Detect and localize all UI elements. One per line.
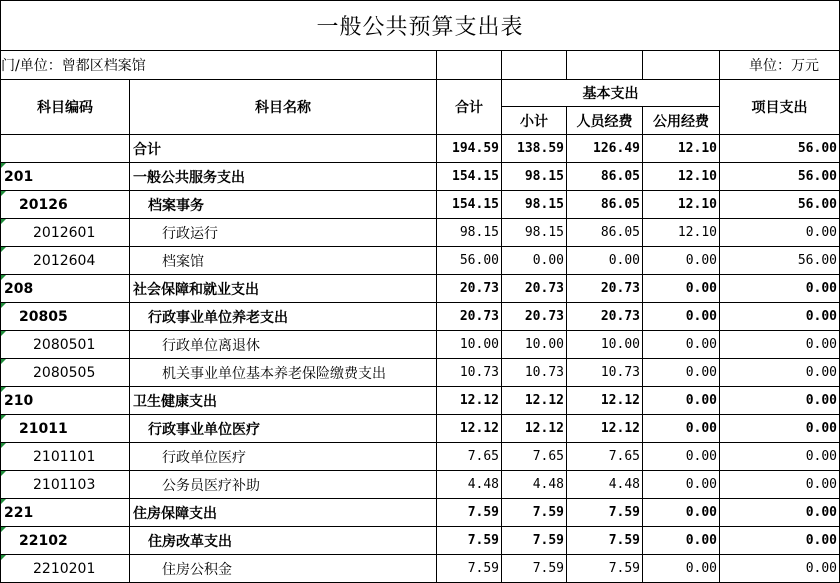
row-personnel: 7.59 — [567, 555, 643, 583]
row-total: 154.15 — [437, 163, 502, 191]
row-subtotal: 98.15 — [502, 219, 567, 247]
row-personnel: 4.48 — [567, 471, 643, 499]
cell-marker-icon — [1, 191, 6, 196]
row-code: 2080505 — [1, 359, 130, 387]
row-public: 0.00 — [643, 527, 720, 555]
table-row[interactable] — [1, 135, 840, 163]
row-personnel: 10.73 — [567, 359, 643, 387]
row-subtotal: 7.65 — [502, 443, 567, 471]
table-body — [1, 135, 840, 583]
row-personnel: 20.73 — [567, 275, 643, 303]
row-personnel: 86.05 — [567, 219, 643, 247]
row-name: 住房改革支出 — [130, 527, 437, 555]
row-subtotal: 12.12 — [502, 387, 567, 415]
row-total: 7.59 — [437, 555, 502, 583]
cell-marker-icon — [1, 331, 6, 336]
row-public: 0.00 — [643, 247, 720, 275]
row-subtotal: 12.12 — [502, 415, 567, 443]
row-personnel: 7.59 — [567, 527, 643, 555]
row-project: 56.00 — [720, 247, 840, 275]
row-total: 12.12 — [437, 387, 502, 415]
row-name: 住房公积金 — [130, 555, 437, 583]
row-public: 0.00 — [643, 275, 720, 303]
table-row[interactable] — [1, 247, 840, 275]
row-subtotal: 10.00 — [502, 331, 567, 359]
header-basic: 基本支出 — [502, 80, 720, 107]
row-project: 56.00 — [720, 135, 840, 163]
cell-marker-icon — [1, 275, 6, 280]
row-code: 20805 — [1, 303, 130, 331]
cell-marker-icon — [1, 471, 6, 476]
cell-marker-icon — [1, 527, 6, 532]
row-total: 194.59 — [437, 135, 502, 163]
row-name: 住房保障支出 — [130, 499, 437, 527]
row-name: 卫生健康支出 — [130, 387, 437, 415]
table-row[interactable] — [1, 275, 840, 303]
row-public: 12.10 — [643, 163, 720, 191]
row-public: 0.00 — [643, 331, 720, 359]
header-subtotal: 小计 — [502, 107, 567, 135]
row-total: 7.59 — [437, 499, 502, 527]
header-row-1 — [1, 80, 840, 107]
table-row[interactable] — [1, 191, 840, 219]
unit-blank-cell — [502, 51, 567, 80]
row-project: 0.00 — [720, 359, 840, 387]
row-code: 2101103 — [1, 471, 130, 499]
cell-marker-icon — [1, 303, 6, 308]
cell-marker-icon — [1, 443, 6, 448]
row-public: 0.00 — [643, 443, 720, 471]
row-subtotal: 4.48 — [502, 471, 567, 499]
unit-blank-cell — [567, 51, 643, 80]
row-subtotal: 98.15 — [502, 191, 567, 219]
budget-table — [0, 50, 840, 583]
table-row[interactable] — [1, 219, 840, 247]
row-total: 10.00 — [437, 331, 502, 359]
row-code: 2210201 — [1, 555, 130, 583]
row-total: 56.00 — [437, 247, 502, 275]
row-project: 0.00 — [720, 387, 840, 415]
row-subtotal: 7.59 — [502, 527, 567, 555]
row-personnel: 7.65 — [567, 443, 643, 471]
table-row[interactable] — [1, 471, 840, 499]
row-name: 社会保障和就业支出 — [130, 275, 437, 303]
row-personnel: 86.05 — [567, 163, 643, 191]
row-personnel: 0.00 — [567, 247, 643, 275]
unit-label: 单位：万元 — [720, 51, 840, 80]
cell-marker-icon — [1, 415, 6, 420]
row-personnel: 126.49 — [567, 135, 643, 163]
row-subtotal: 0.00 — [502, 247, 567, 275]
row-total: 7.59 — [437, 527, 502, 555]
row-project: 0.00 — [720, 303, 840, 331]
table-row[interactable] — [1, 499, 840, 527]
cell-marker-icon — [1, 219, 6, 224]
row-public: 0.00 — [643, 415, 720, 443]
table-row[interactable] — [1, 443, 840, 471]
row-code: 20126 — [1, 191, 130, 219]
row-project: 0.00 — [720, 415, 840, 443]
row-total: 20.73 — [437, 303, 502, 331]
row-project: 0.00 — [720, 331, 840, 359]
row-subtotal: 20.73 — [502, 303, 567, 331]
row-project: 0.00 — [720, 555, 840, 583]
row-personnel: 12.12 — [567, 415, 643, 443]
row-public: 0.00 — [643, 471, 720, 499]
cell-marker-icon — [1, 247, 6, 252]
row-personnel: 10.00 — [567, 331, 643, 359]
row-subtotal: 7.59 — [502, 499, 567, 527]
row-total: 12.12 — [437, 415, 502, 443]
row-subtotal: 98.15 — [502, 163, 567, 191]
row-code — [1, 135, 130, 163]
row-subtotal: 7.59 — [502, 555, 567, 583]
row-subtotal: 10.73 — [502, 359, 567, 387]
row-public: 12.10 — [643, 219, 720, 247]
header-name: 科目名称 — [130, 80, 437, 135]
unit-row — [1, 51, 840, 80]
table-row[interactable] — [1, 303, 840, 331]
row-name: 档案事务 — [130, 191, 437, 219]
row-public: 0.00 — [643, 303, 720, 331]
header-total: 合计 — [437, 80, 502, 135]
cell-marker-icon — [1, 359, 6, 364]
header-code: 科目编码 — [1, 80, 130, 135]
header-project: 项目支出 — [720, 80, 840, 135]
unit-blank-cell — [437, 51, 502, 80]
row-total: 154.15 — [437, 191, 502, 219]
row-personnel: 7.59 — [567, 499, 643, 527]
cell-marker-icon — [1, 499, 6, 504]
row-name: 合计 — [130, 135, 437, 163]
table-row[interactable] — [1, 359, 840, 387]
header-personnel: 人员经费 — [567, 107, 643, 135]
row-project: 0.00 — [720, 499, 840, 527]
row-public: 0.00 — [643, 499, 720, 527]
row-code: 22102 — [1, 527, 130, 555]
table-row[interactable] — [1, 331, 840, 359]
row-name: 公务员医疗补助 — [130, 471, 437, 499]
cell-marker-icon — [1, 555, 6, 560]
row-name: 机关事业单位基本养老保险缴费支出 — [130, 359, 437, 387]
row-code: 2012601 — [1, 219, 130, 247]
row-code: 2101101 — [1, 443, 130, 471]
row-name: 一般公共服务支出 — [130, 163, 437, 191]
row-public: 12.10 — [643, 191, 720, 219]
row-name: 档案馆 — [130, 247, 437, 275]
table-row[interactable] — [1, 387, 840, 415]
row-project: 0.00 — [720, 275, 840, 303]
table-row[interactable] — [1, 527, 840, 555]
row-code: 221 — [1, 499, 130, 527]
table-row[interactable] — [1, 555, 840, 583]
row-project: 0.00 — [720, 219, 840, 247]
row-subtotal: 138.59 — [502, 135, 567, 163]
row-project: 0.00 — [720, 471, 840, 499]
row-code: 210 — [1, 387, 130, 415]
row-personnel: 12.12 — [567, 387, 643, 415]
row-name: 行政事业单位医疗 — [130, 415, 437, 443]
row-public: 0.00 — [643, 555, 720, 583]
row-personnel: 86.05 — [567, 191, 643, 219]
table-row[interactable] — [1, 415, 840, 443]
row-public: 0.00 — [643, 359, 720, 387]
row-name: 行政单位医疗 — [130, 443, 437, 471]
row-project: 56.00 — [720, 163, 840, 191]
table-row[interactable] — [1, 163, 840, 191]
row-project: 0.00 — [720, 527, 840, 555]
row-code: 21011 — [1, 415, 130, 443]
row-total: 10.73 — [437, 359, 502, 387]
unit-blank-cell — [643, 51, 720, 80]
row-total: 7.65 — [437, 443, 502, 471]
row-code: 201 — [1, 163, 130, 191]
dept-label: 门/单位：曾都区档案馆 — [1, 51, 437, 80]
header-public: 公用经费 — [643, 107, 720, 135]
row-total: 4.48 — [437, 471, 502, 499]
row-code: 2012604 — [1, 247, 130, 275]
row-subtotal: 20.73 — [502, 275, 567, 303]
sheet-title: 一般公共预算支出表 — [0, 0, 840, 50]
row-total: 98.15 — [437, 219, 502, 247]
row-name: 行政单位离退休 — [130, 331, 437, 359]
row-public: 0.00 — [643, 387, 720, 415]
row-public: 12.10 — [643, 135, 720, 163]
row-code: 208 — [1, 275, 130, 303]
row-personnel: 20.73 — [567, 303, 643, 331]
row-project: 56.00 — [720, 191, 840, 219]
row-code: 2080501 — [1, 331, 130, 359]
cell-marker-icon — [1, 387, 6, 392]
cell-marker-icon — [1, 163, 6, 168]
row-total: 20.73 — [437, 275, 502, 303]
row-name: 行政运行 — [130, 219, 437, 247]
row-project: 0.00 — [720, 443, 840, 471]
row-name: 行政事业单位养老支出 — [130, 303, 437, 331]
